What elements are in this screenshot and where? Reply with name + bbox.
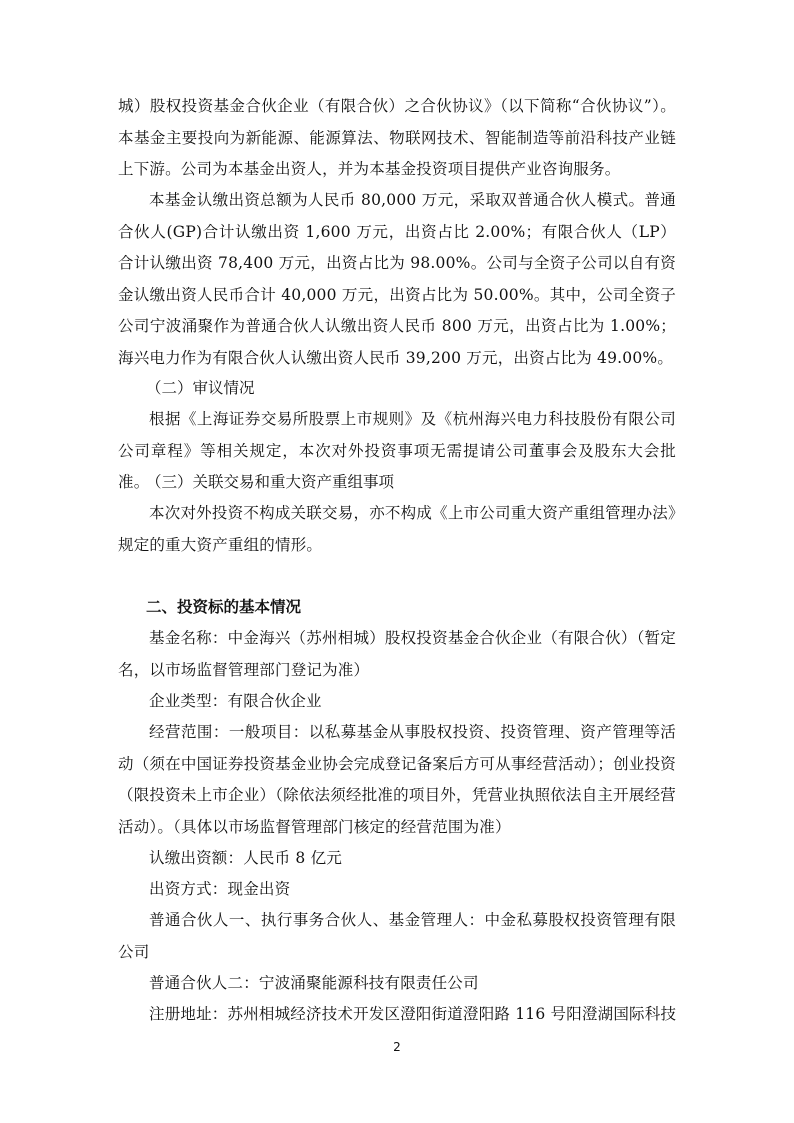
- review-subheading: （二）审议情况: [146, 379, 255, 397]
- related-paragraph: 本次对外投资不构成关联交易，亦不构成《上市公司重大资产重组管理办法》规定的重大资产重组的情形。: [118, 504, 676, 554]
- subscribed-capital-paragraph: 认缴出资额：人民币 8 亿元: [149, 849, 343, 867]
- general-partner-1-paragraph: 普通合伙人一、执行事务合伙人、基金管理人：中金私募股权投资管理有限公司: [118, 911, 676, 961]
- capital-paragraph: 本基金认缴出资总额为人民币 80,000 万元，采取双普通合伙人模式。普通合伙人(GP)合计认缴出资 1,600 万元，出资占比 2.00%；有限合伙人（LP）合计认缴出资 78,400 万元，出资占比为 98.00%。公司与全资子公司以自有资金认缴出资人民币合计 40,000 万元，出资占比为 50.00%。其中，公司全资子公司宁波涌聚作为普通合伙人认缴出资人民币 800 万元，出资占比为 1.00%；海兴电力作为有限合伙人认缴出资人民币 39,200 万元，出资占比为 49.00%。: [118, 191, 676, 367]
- review-paragraph: 根据《上海证券交易所股票上市规则》及《杭州海兴电力科技股份有限公司公司章程》等相关规定，本次对外投资事项无需提请公司董事会及股东大会批准。: [118, 410, 676, 491]
- contribution-method-paragraph: 出资方式：现金出资: [149, 880, 291, 898]
- general-partner-2-paragraph: 普通合伙人二：宁波涌聚能源科技有限责任公司: [149, 974, 479, 992]
- enterprise-type-paragraph: 企业类型：有限合伙企业: [149, 692, 322, 710]
- related-subheading: （三）关联交易和重大资产重组事项: [146, 473, 395, 491]
- fund-name-paragraph: 基金名称：中金海兴（苏州相城）股权投资基金合伙企业（有限合伙）（暂定名，以市场监督管理部门登记为准）: [118, 629, 676, 679]
- section-2-heading: 二、投资标的基本情况: [146, 598, 302, 616]
- intro-paragraph: 城）股权投资基金合伙企业（有限合伙）之合伙协议》（以下简称“合伙协议”）。本基金主要投向为新能源、能源算法、物联网技术、智能制造等前沿科技产业链上下游。公司为本基金出资人，并为本基金投资项目提供产业咨询服务。: [118, 97, 676, 178]
- business-scope-paragraph: 经营范围：一般项目：以私募基金从事股权投资、投资管理、资产管理等活动（须在中国证券投资基金业协会完成登记备案后方可从事经营活动）；创业投资（限投资未上市企业）（除依法须经批准的项目外，凭营业执照依法自主开展经营活动）。（具体以市场监督管理部门核定的经营范围为准）: [118, 723, 676, 836]
- page-number: 2: [393, 1040, 401, 1054]
- registered-address-paragraph: 注册地址：苏州相城经济技术开发区澄阳街道澄阳路 116 号阳澄湖国际科技: [149, 1005, 676, 1023]
